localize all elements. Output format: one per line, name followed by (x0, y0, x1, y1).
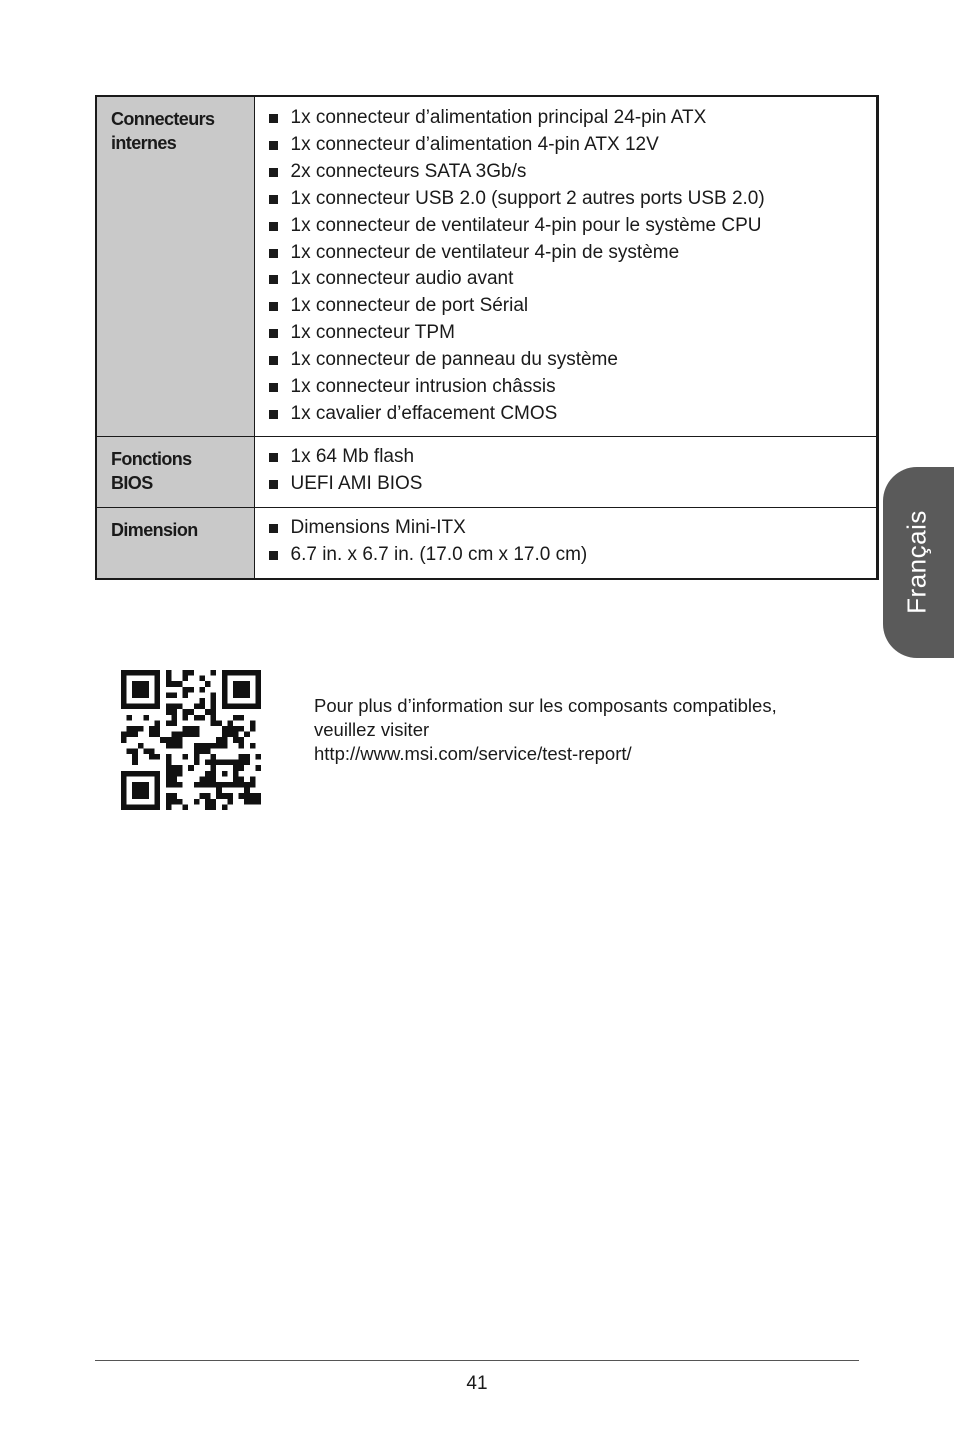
qr-info-line: veuillez visiter (314, 719, 430, 740)
spec-items (254, 507, 878, 578)
spec-label (96, 436, 254, 507)
spec-item: 1x connecteur intrusion châssis (269, 374, 877, 401)
spec-item: 1x connecteur USB 2.0 (support 2 autres ports USB 2.0) (269, 186, 877, 213)
spec-row-connecteurs-internes (96, 96, 878, 436)
spec-item: 6.7 in. x 6.7 in. (17.0 cm x 17.0 cm) (269, 542, 877, 569)
qr-info-text (314, 694, 777, 766)
spec-row-fonctions-bios (96, 436, 878, 507)
specification-table (95, 95, 879, 580)
language-tab-label: Français (901, 510, 932, 614)
spec-item: 1x connecteur TPM (269, 320, 877, 347)
spec-label-line: internes (111, 133, 177, 153)
spec-item: 1x cavalier d’effacement CMOS (269, 401, 877, 428)
spec-items (254, 96, 878, 436)
spec-label-line: Connecteurs (111, 109, 215, 129)
spec-item: 1x 64 Mb flash (269, 444, 877, 471)
spec-item: Dimensions Mini-ITX (269, 515, 877, 542)
spec-label-line: Dimension (111, 519, 198, 540)
spec-item: 2x connecteurs SATA 3Gb/s (269, 159, 877, 186)
spec-item: 1x connecteur de ventilateur 4-pin pour le système CPU (269, 213, 877, 240)
spec-item: 1x connecteur de panneau du système (269, 347, 877, 374)
spec-label-line: BIOS (111, 472, 153, 493)
qr-code-image (121, 670, 261, 810)
page-number: 41 (466, 1373, 488, 1394)
spec-label-line: Fonctions (111, 448, 192, 469)
spec-item: 1x connecteur de port Sérial (269, 293, 877, 320)
spec-item: 1x connecteur de ventilateur 4-pin de système (269, 240, 877, 267)
spec-item: 1x connecteur audio avant (269, 266, 877, 293)
spec-row-dimension (96, 507, 878, 578)
qr-info-line: Pour plus d’information sur les composants compatibles, (314, 695, 777, 716)
spec-items (254, 436, 878, 507)
spec-item: UEFI AMI BIOS (269, 471, 877, 498)
spec-item: 1x connecteur d’alimentation principal 24-pin ATX (269, 105, 877, 132)
spec-item: 1x connecteur d’alimentation 4-pin ATX 12V (269, 132, 877, 159)
spec-label (96, 507, 254, 578)
spec-label (96, 96, 254, 436)
footer-divider (95, 1360, 859, 1361)
qr-info-url: http://www.msi.com/service/test-report/ (314, 743, 632, 764)
